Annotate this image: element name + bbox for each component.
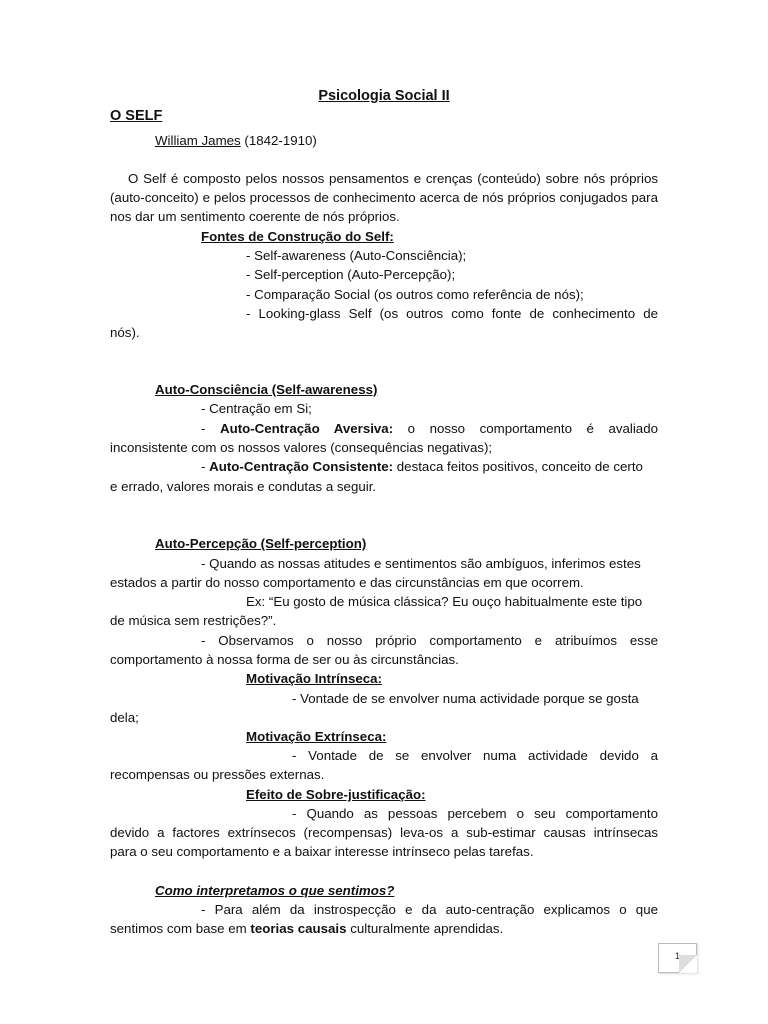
perception-text: comportamento à nossa forma de ser ou às circunstâncias. (110, 652, 459, 667)
intro-paragraph: O Self é composto pelos nossos pensamentos e crenças (conteúdo) sobre nós próprios (auto-conceito) e pelos processos de conhecimento acerca de nós próprios conjugados para nos dar um sentimento coerente de nós próprios. (110, 171, 658, 225)
source-item: - Comparação Social (os outros como referência de nós); (246, 287, 584, 302)
intrinsic-text: dela; (110, 710, 139, 725)
awareness-item: - Auto-Centração Consistente: destaca feitos positivos, conceito de certo (201, 459, 643, 474)
source-item: - Self-perception (Auto-Percepção); (246, 267, 456, 282)
overjustification-text: devido a factores extrínsecos (recompensas) leva-os a sub-estimar causas intrínsecas (110, 825, 658, 840)
source-item-continuation: nós). (110, 325, 140, 340)
source-item: - Self-awareness (Auto-Consciência); (246, 248, 467, 263)
perception-heading: Auto-Percepção (Self-perception) (155, 536, 367, 551)
perception-text: - Quando as nossas atitudes e sentimentos são ambíguos, inferimos estes (201, 556, 641, 571)
interpret-text: - Para além da instrospecção e da auto-centração explicamos o que (201, 902, 658, 917)
section-heading: O SELF (110, 108, 163, 124)
extrinsic-text: recompensas ou pressões externas. (110, 767, 325, 782)
intrinsic-text: - Vontade de se envolver numa actividade porque se gosta (292, 691, 639, 706)
extrinsic-text: - Vontade de se envolver numa actividade devido a (292, 748, 658, 763)
source-item: - Looking-glass Self (os outros como fonte de conhecimento de (246, 306, 658, 321)
page-curl-icon (679, 955, 697, 973)
intrinsic-heading: Motivação Intrínseca: (246, 671, 382, 686)
overjustification-text: - Quando as pessoas percebem o seu comportamento (292, 806, 658, 821)
perception-example: de música sem restrições?”. (110, 613, 277, 628)
interpret-heading: Como interpretamos o que sentimos? (155, 883, 395, 898)
overjustification-text: para o seu comportamento e a baixar interesse intrínseco pelas tarefas. (110, 844, 534, 859)
awareness-item: - Auto-Centração Aversiva: o nosso comportamento é avaliado (201, 421, 658, 436)
awareness-heading: Auto-Consciência (Self-awareness) (155, 382, 378, 397)
overjustification-heading: Efeito de Sobre-justificação: (246, 787, 426, 802)
author-name: William James (155, 133, 241, 148)
page-number: 1 (674, 951, 680, 961)
author-years: (1842-1910) (244, 133, 317, 148)
interpret-text: sentimos com base em teorias causais culturalmente aprendidas. (110, 921, 504, 936)
awareness-item: - Centração em Si; (201, 401, 312, 416)
perception-text: - Observamos o nosso próprio comportamento e atribuímos esse (201, 633, 658, 648)
awareness-item-continuation: inconsistente com os nossos valores (consequências negativas); (110, 440, 493, 455)
sources-heading: Fontes de Construção do Self: (201, 229, 394, 244)
author-line (155, 131, 317, 150)
perception-example: Ex: “Eu gosto de música clássica? Eu ouço habitualmente este tipo (246, 594, 643, 609)
document-title: Psicologia Social II (318, 88, 450, 104)
perception-text: estados a partir do nosso comportamento e das circunstâncias em que ocorrem. (110, 575, 584, 590)
awareness-item-continuation: e errado, valores morais e condutas a seguir. (110, 479, 377, 494)
extrinsic-heading: Motivação Extrínseca: (246, 729, 387, 744)
page-number-box (658, 943, 697, 973)
